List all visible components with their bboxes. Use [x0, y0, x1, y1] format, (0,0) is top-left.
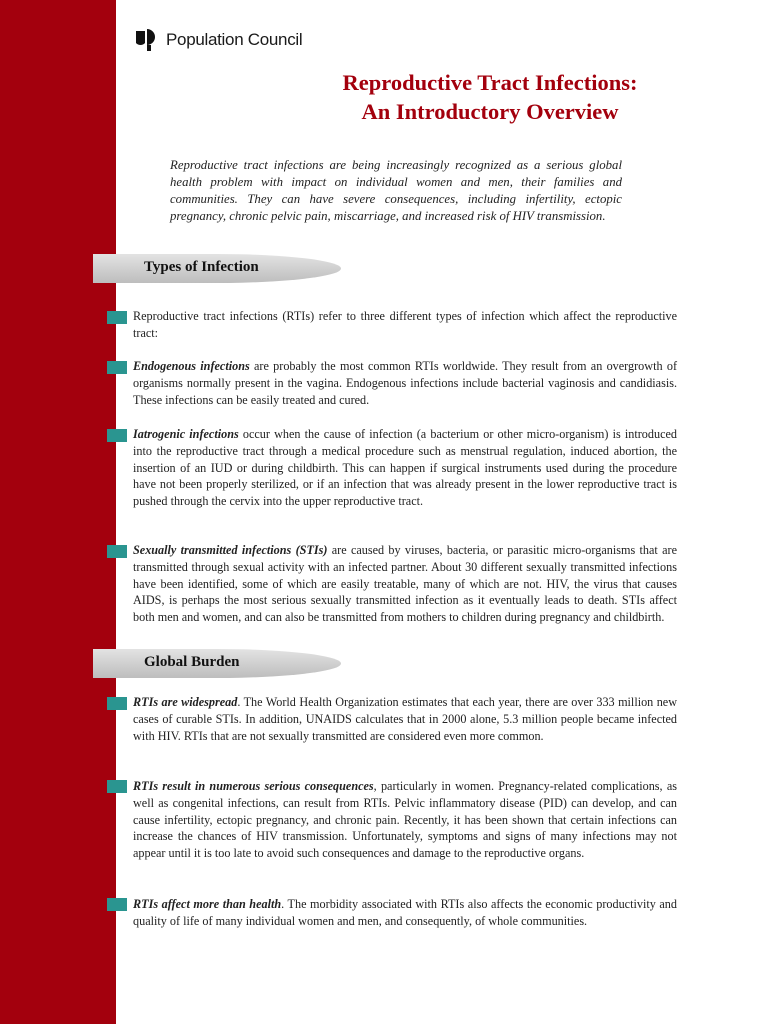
- org-name: Population Council: [166, 30, 303, 49]
- section-heading: Types of Infection: [144, 259, 259, 275]
- page-title: [300, 68, 680, 126]
- types-intro-paragraph: Reproductive tract infections (RTIs) refer to three different types of infection which affect the reproductive tract:: [133, 309, 677, 340]
- item-lead: Iatrogenic infections: [133, 427, 239, 441]
- intro-paragraph: Reproductive tract infections are being increasingly recognized as a serious global health problem with impact on individual women and men, their families and communities. They can have severe consequences, including infertility, ectopic pregnancy, chronic pelvic pain, miscarriage, and increased risk of HIV transmission.: [170, 158, 622, 223]
- list-item: [133, 896, 677, 930]
- item-text: , particularly in women. Pregnancy-related complications, as well as congenital infections, can result from RTIs. Pelvic inflammatory disease (PID) can develop, and can cause infertility, ectopic pregnancy, and chronic pain. Recently, it has been shown that certain infections can increase the chances of HIV transmission. Unfortunately, symptoms and signs of many infections may not appear until it is too late to avoid such consequences and damage to the reproductive organs.: [133, 779, 677, 861]
- title-line-1: Reproductive Tract Infections:: [342, 70, 638, 95]
- item-text: . The morbidity associated with RTIs also affects the economic productivity and quality of life of many individual women and men, and consequently, of whole communities.: [133, 897, 677, 928]
- list-item: [133, 358, 677, 408]
- bullet-icon: [107, 311, 127, 324]
- list-item: [133, 778, 677, 862]
- logo: [134, 28, 302, 52]
- list-item: [133, 694, 677, 744]
- item-text: occur when the cause of infection (a bacterium or other micro-organism) is introduced into the reproductive tract through a medical procedure such as menstrual regulation, induced abortion, the insertion of an IUD or during childbirth. This can happen if surgical instruments used during the procedure have not been properly sterilized, or if an infection that was already present in the lower reproductive tract is pushed through the cervix into the upper reproductive tract.: [133, 427, 677, 509]
- list-item: [133, 542, 677, 626]
- population-council-logo-icon: [134, 28, 160, 52]
- item-text: . The World Health Organization estimates that each year, there are over 333 million new cases of curable STIs. In addition, UNAIDS calculates that in 2000 alone, 5.3 million people became infected with HIV. RTIs that are not sexually transmitted are considered even more common.: [133, 695, 678, 743]
- section-header-types: [93, 254, 341, 283]
- title-line-2: An Introductory Overview: [361, 99, 619, 124]
- item-text: are probably the most common RTIs worldwide. They result from an overgrowth of organisms normally present in the vagina. Endogenous infections include bacterial vaginosis and candidiasis. These infections can be easily treated and cured.: [133, 359, 677, 407]
- item-lead: Sexually transmitted infections (STIs): [133, 543, 328, 557]
- bullet-icon: [107, 429, 127, 442]
- bullet-icon: [107, 780, 127, 793]
- left-margin-bar: [0, 0, 116, 1024]
- bullet-icon: [107, 361, 127, 374]
- bullet-icon: [107, 545, 127, 558]
- item-lead: RTIs result in numerous serious consequences: [133, 779, 374, 793]
- section-header-burden: [93, 649, 341, 678]
- bullet-icon: [107, 697, 127, 710]
- item-lead: RTIs affect more than health: [133, 897, 282, 911]
- item-lead: RTIs are widespread: [133, 695, 238, 709]
- item-lead: Endogenous infections: [133, 359, 250, 373]
- bullet-icon: [107, 898, 127, 911]
- list-item: [133, 426, 677, 510]
- section-heading: Global Burden: [144, 654, 240, 670]
- item-text: are caused by viruses, bacteria, or parasitic micro-organisms that are transmitted through sexual activity with an infected partner. About 30 different sexually transmitted infections have been identified, some of which are easily treatable, many of which are not. HIV, the virus that causes AIDS, is perhaps the most serious sexually transmitted infection as it eventually leads to death. STIs affect both men and women, and can also be transmitted from mothers to children during pregnancy and childbirth.: [133, 543, 677, 625]
